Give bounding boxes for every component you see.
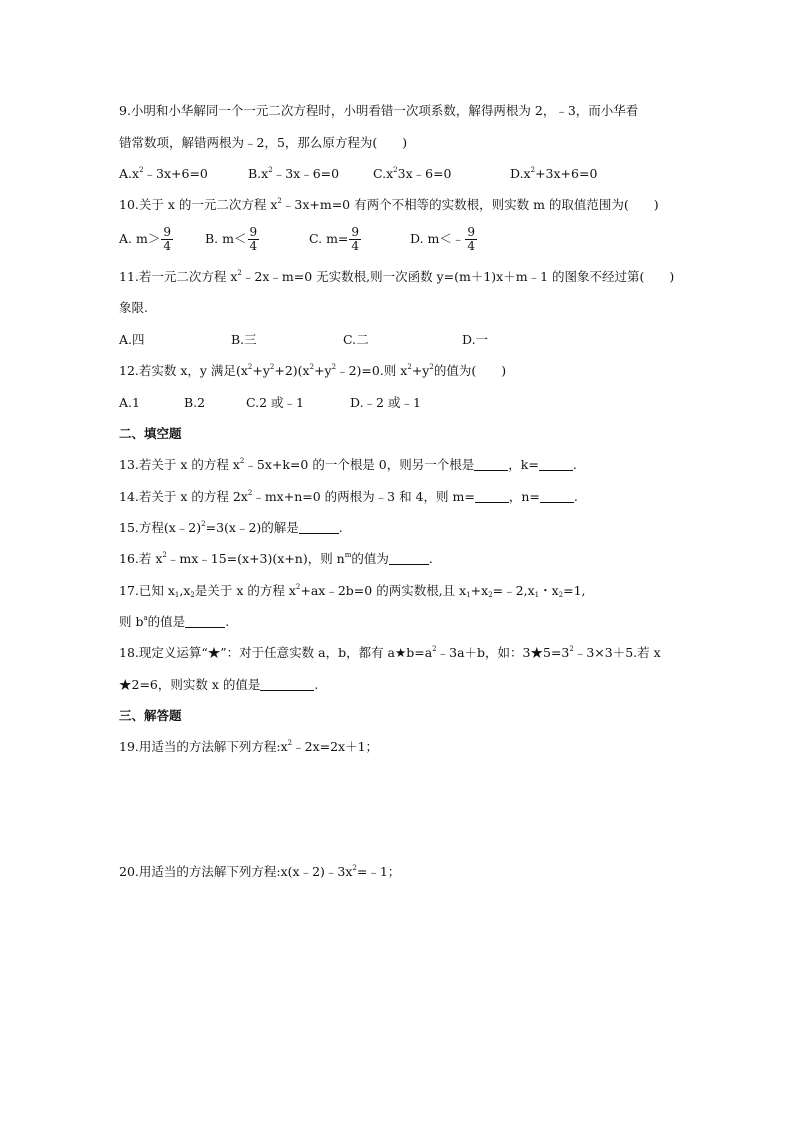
fraction: $\frac{9}{4}$ xyxy=(249,225,258,253)
fraction: $\frac{9}{4}$ xyxy=(351,225,360,253)
question-10-option-b: B. m＜ $\frac{9}{4}$ xyxy=(205,225,258,253)
answer-blank[interactable] xyxy=(540,490,574,503)
section-heading-fill-in: 二、填空题 xyxy=(119,426,182,441)
question-11-stem: 11.若一元二次方程 $x^2﹣2x﹣m=0$ 无实数根,则一次函数 y=(m＋1)x＋m﹣1 的图象不经过第( ) xyxy=(119,269,675,284)
question-14: 14.若关于 x 的方程 $2x^2﹣mx+n=0$ 的两根为﹣3 和 4，则 m= ，n= . xyxy=(119,489,578,504)
answer-blank[interactable] xyxy=(260,678,314,691)
question-9-stem-line2: 错常数项，解错两根为﹣2，5，那么原方程为( ) xyxy=(119,135,408,150)
question-15: 15.方程(x﹣2)$^2$=3(x﹣2)的解是 . xyxy=(119,520,343,535)
fraction: $\frac{9}{4}$ xyxy=(467,225,476,253)
question-11-option-d: D.一 xyxy=(462,332,489,347)
question-9-stem-line1: 9.小明和小华解同一个一元二次方程时，小明看错一次项系数，解得两根为 2，﹣3，而小华看 xyxy=(119,103,639,118)
fraction: $\frac{9}{4}$ xyxy=(163,225,171,253)
question-9-option-a: $A.x^2﹣3x+6=0$ xyxy=(119,166,208,181)
question-18-line2: ★2=6，则实数 x 的值是 . xyxy=(119,677,319,692)
question-10-option-a: A. m＞ $\frac{9}{4}$ xyxy=(119,225,171,253)
answer-blank[interactable] xyxy=(474,458,508,471)
question-11-option-a: A.四 xyxy=(119,332,145,347)
answer-blank[interactable] xyxy=(539,458,573,471)
question-16: 16.若 $x^2﹣mx﹣15=(x+3)(x+n)$，则 $n^m$的值为 . xyxy=(119,551,433,566)
section-heading-solve: 三、解答题 xyxy=(119,708,182,723)
question-10-stem: 10.关于 x 的一元二次方程 $x^2﹣3x+m=0$ 有两个不相等的实数根，则实数 m 的取值范围为( ) xyxy=(119,197,659,212)
answer-blank[interactable] xyxy=(475,490,509,503)
question-17-line2: 则 $b^a$的值是 . xyxy=(119,614,230,629)
question-19: 19.用适当的方法解下列方程$:x^2﹣2x=2x+1$； xyxy=(119,739,379,754)
question-9-option-b: $B.x^2﹣3x﹣6=0$ xyxy=(248,166,340,181)
question-12-option-d: D.﹣2 或﹣1 xyxy=(350,395,421,410)
question-9-option-d: $D.x^2+3x+6=0$ xyxy=(510,166,598,181)
question-12-option-b: B.2 xyxy=(184,395,206,410)
question-11-option-c: C.二 xyxy=(343,332,369,347)
answer-blank[interactable] xyxy=(389,552,429,565)
question-20: 20.用适当的方法解下列方程$:x(x﹣2)﹣3x^2=﹣1$； xyxy=(119,864,401,879)
answer-blank[interactable] xyxy=(299,521,339,534)
question-12-stem: 12.若实数 x，y 满足$(x^2+y^2+2)(x^2+y^2﹣2)=0$.则 $x^2+y^2$的值为( ) xyxy=(119,363,507,378)
question-11-stem-line2: 象限. xyxy=(119,300,148,315)
question-12-option-a: A.1 xyxy=(119,395,140,410)
question-11-option-b: B.三 xyxy=(231,332,257,347)
question-13: 13.若关于 x 的方程 $x^2﹣5x+k=0$ 的一个根是 0，则另一个根是 ，k= . xyxy=(119,457,577,472)
question-18: 18.现定义运算“★”：对于任意实数 a，b，都有 $a★b=a^2﹣3a+b$，如：$3★5=3^2﹣3\times 3+5$.若 x xyxy=(119,645,661,660)
answer-blank[interactable] xyxy=(185,615,225,628)
question-17: 17.已知 $x_1,x_2$是关于 x 的方程 $x^2+ax﹣2b=0$ 的两实数根,且 $x_1+x_2=﹣2,x_1$・$x_2=1$, xyxy=(119,583,586,599)
question-12-option-c: C.2 或﹣1 xyxy=(246,395,304,410)
question-10-option-c: C. m= $\frac{9}{4}$ xyxy=(309,225,360,253)
question-10-option-d: D. m＜﹣ $\frac{9}{4}$ xyxy=(410,225,476,253)
question-9-option-c: $C.x^23x﹣6=0$ xyxy=(373,166,452,181)
